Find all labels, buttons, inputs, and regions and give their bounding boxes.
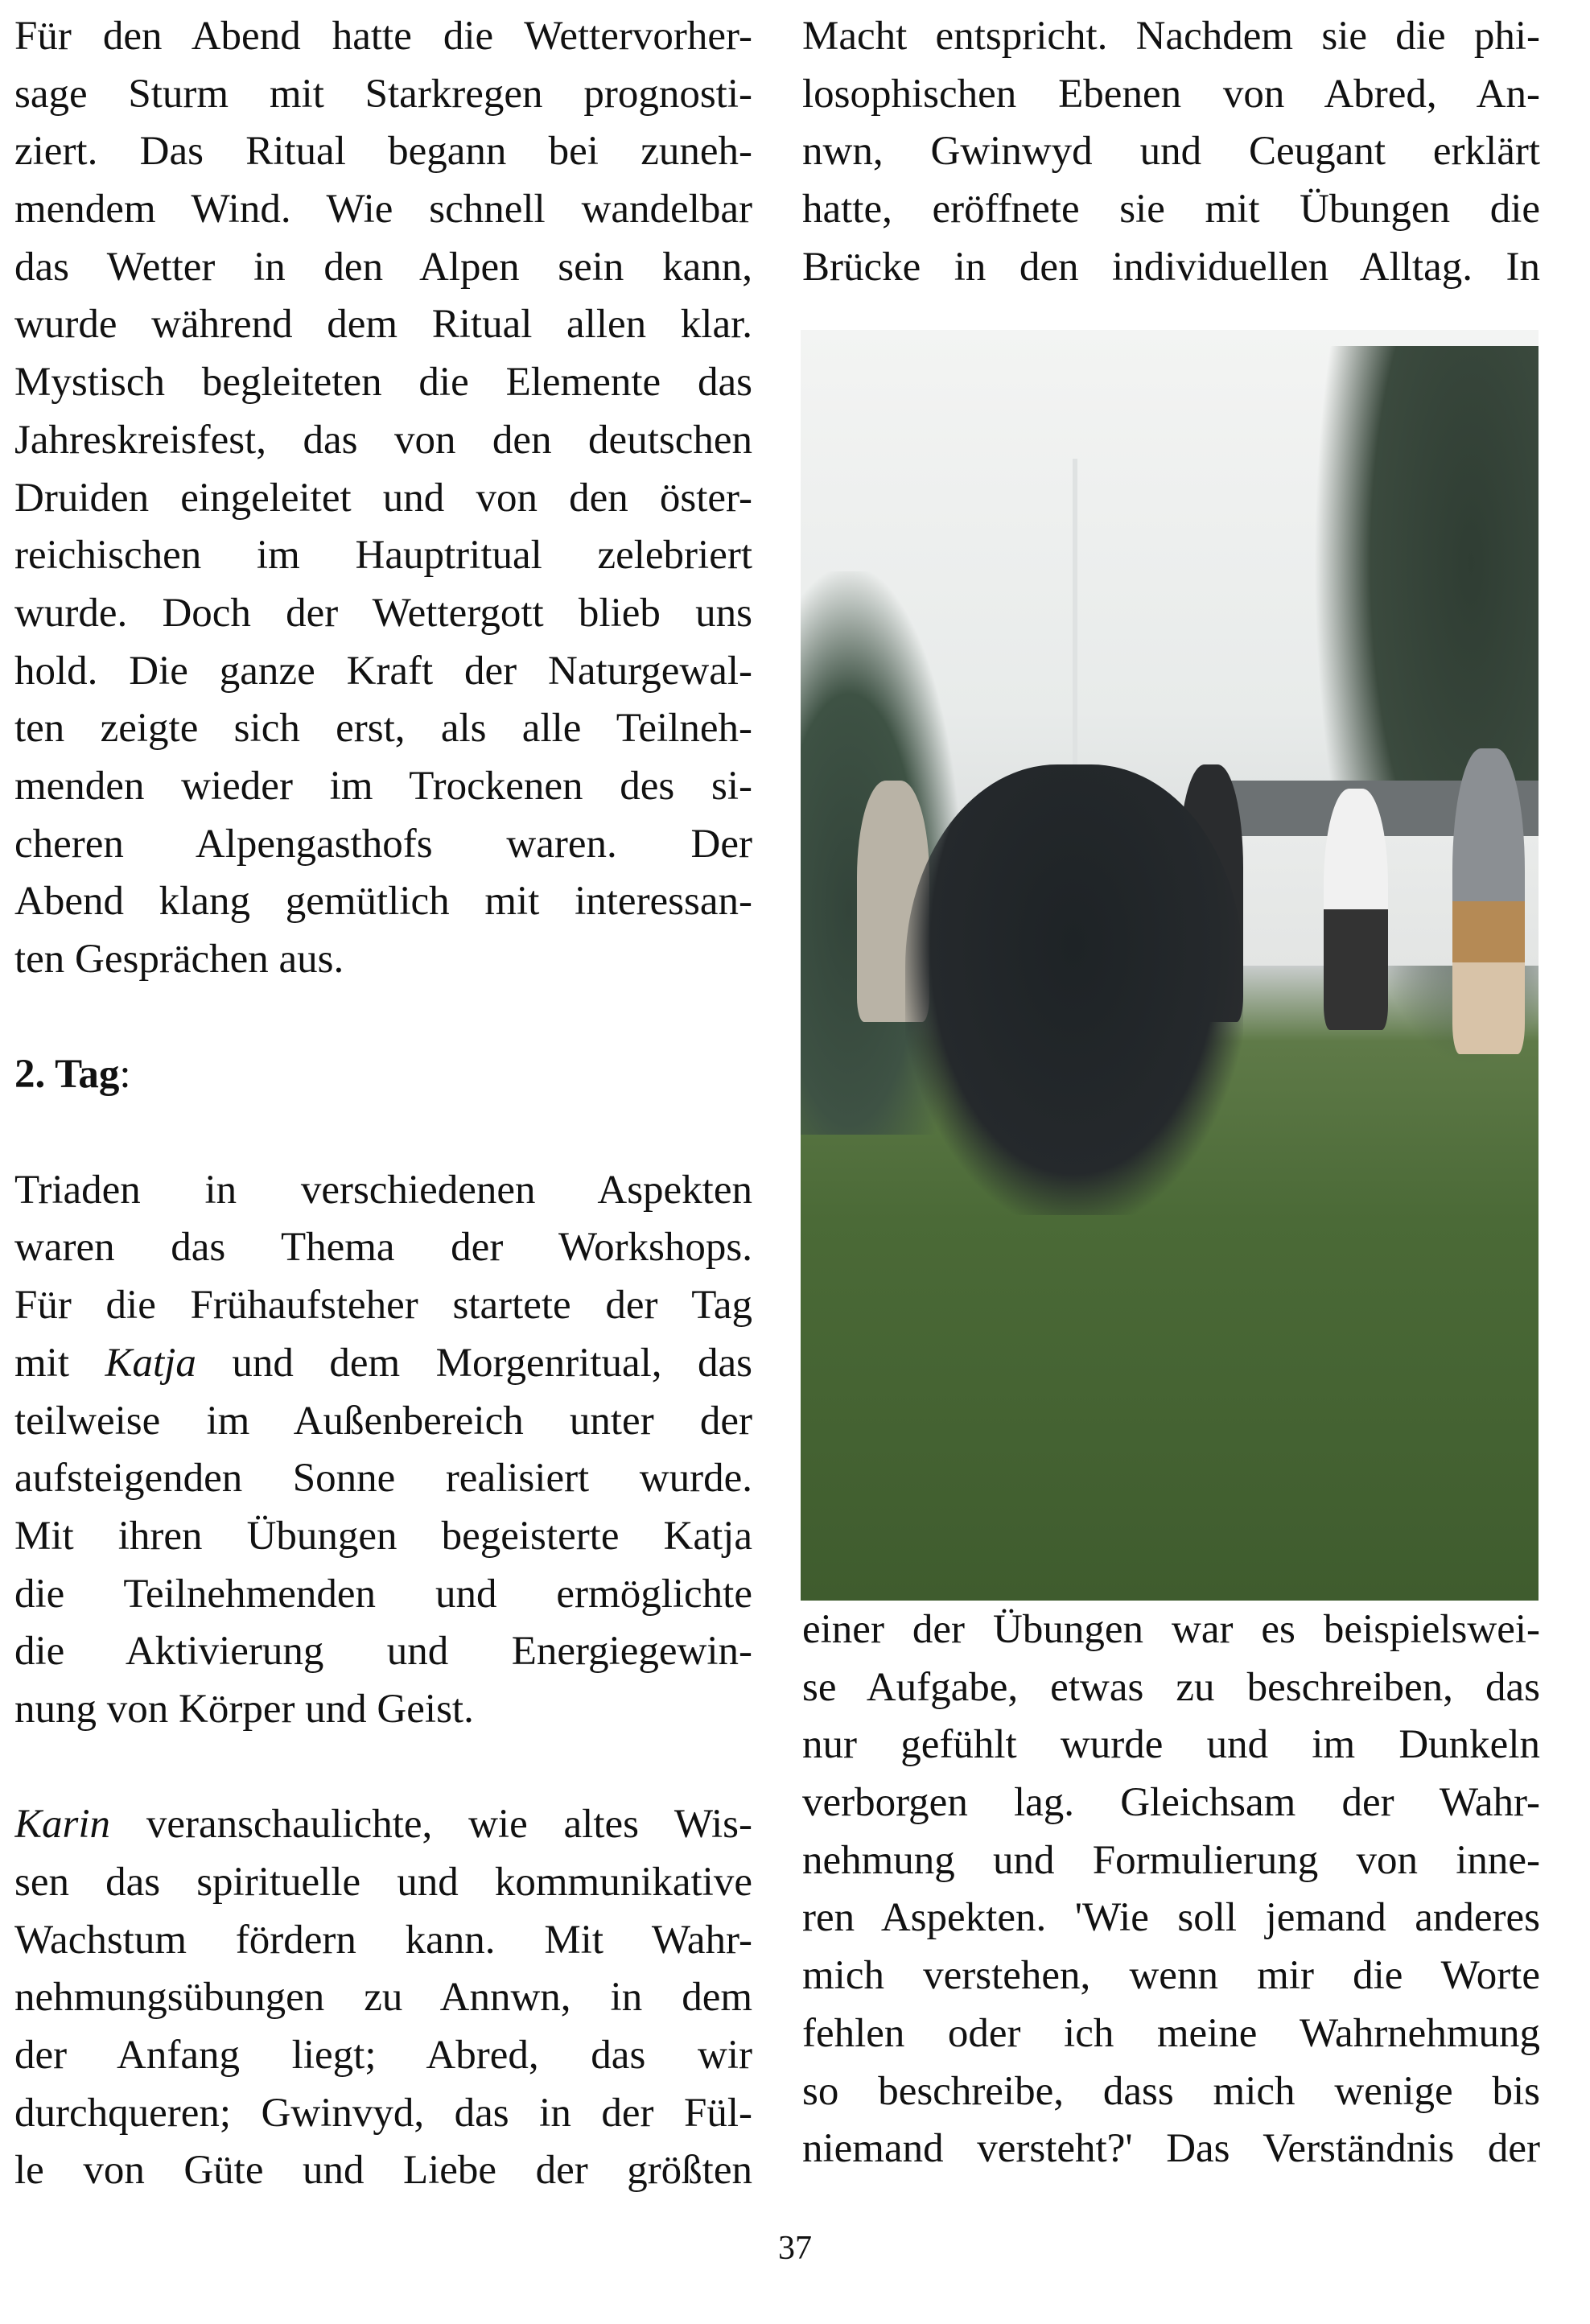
paragraph-gap	[14, 989, 752, 1047]
text-line	[802, 1601, 1540, 1659]
text-segment: das Wetter in den Alpen sein kann,	[14, 244, 752, 290]
text-segment: aufsteigenden Sonne realisiert wurde.	[14, 1456, 752, 1502]
text-segment: Druiden eingeleitet und von den öster-	[14, 475, 752, 521]
text-segment: mendem Wind. Wie schnell wandelbar	[14, 187, 752, 233]
text-segment: und dem Morgenritual, das	[196, 1340, 752, 1386]
text-segment: sage Sturm mit Starkregen prognosti-	[14, 71, 752, 117]
section-heading: 2. Tag	[14, 1052, 120, 1098]
italic-name: Katja	[105, 1340, 196, 1386]
text-line	[14, 2085, 752, 2143]
text-line	[14, 123, 752, 181]
paragraph-gap	[14, 1104, 752, 1162]
text-segment: so beschreibe, dass mich wenige bis	[802, 2068, 1540, 2114]
italic-name: Karin	[14, 1802, 111, 1848]
text-segment: Mystisch begleiteten die Elemente das	[14, 360, 752, 406]
text-segment: le von Güte und Liebe der größten	[14, 2148, 752, 2194]
text-line	[14, 296, 752, 354]
text-segment: hatte, eröffnete sie mit Übungen die	[802, 187, 1540, 233]
text-line	[14, 8, 752, 66]
text-segment: fehlen oder ich meine Wahrnehmung	[802, 2010, 1540, 2056]
text-line	[14, 643, 752, 701]
text-segment: cheren Alpengasthofs waren. Der	[14, 821, 752, 867]
text-segment: menden wieder im Trockenen des si-	[14, 763, 752, 809]
text-segment: Für den Abend hatte die Wettervorher-	[14, 14, 752, 59]
text-segment: :	[119, 1052, 131, 1098]
ritual-photo	[801, 330, 1539, 1601]
text-segment: Für die Frühaufsteher startete der Tag	[14, 1283, 752, 1329]
person-grey	[1452, 748, 1525, 1054]
text-segment: ziert. Das Ritual begann bei zuneh-	[14, 129, 752, 175]
text-line	[14, 931, 752, 989]
text-segment: ten Gesprächen aus.	[14, 937, 344, 982]
text-segment: nehmung und Formulierung von inne-	[802, 1837, 1540, 1883]
text-line	[14, 1796, 752, 1854]
text-line	[802, 1832, 1540, 1890]
text-segment: wurde. Doch der Wettergott blieb uns	[14, 590, 752, 636]
text-line	[802, 1716, 1540, 1774]
text-line	[802, 2063, 1540, 2121]
text-line	[802, 239, 1540, 297]
page-number: 37	[778, 2230, 812, 2267]
right-column-bottom	[802, 1601, 1540, 2178]
text-segment: Macht entspricht. Nachdem sie die phi-	[802, 14, 1540, 59]
text-segment: losophischen Ebenen von Abred, An-	[802, 71, 1540, 117]
dancing-figure	[905, 764, 1243, 1215]
text-line	[14, 527, 752, 585]
text-segment: Brücke in den individuellen Alltag. In	[802, 244, 1540, 290]
text-line	[802, 181, 1540, 239]
text-line	[14, 1508, 752, 1566]
text-line	[14, 2027, 752, 2085]
text-line	[14, 2142, 752, 2200]
text-line	[14, 66, 752, 124]
text-line	[14, 816, 752, 874]
text-line	[14, 1393, 752, 1451]
text-segment: nehmungsübungen zu Annwn, in dem	[14, 1975, 752, 2021]
text-line	[14, 1623, 752, 1681]
text-segment: verborgen lag. Gleichsam der Wahr-	[802, 1780, 1540, 1826]
text-segment: Triaden in verschiedenen Aspekten	[14, 1167, 752, 1213]
text-line	[14, 1450, 752, 1508]
text-line	[802, 1774, 1540, 1832]
text-segment: mit	[14, 1340, 105, 1386]
text-line	[14, 1566, 752, 1624]
text-line	[14, 700, 752, 758]
text-line	[14, 470, 752, 528]
text-line	[802, 8, 1540, 66]
text-segment: mich verstehen, wenn mir die Worte	[802, 1953, 1540, 1999]
text-segment: niemand versteht?' Das Verständnis der	[802, 2126, 1540, 2172]
text-segment: Mit ihren Übungen begeisterte Katja	[14, 1513, 752, 1559]
text-line	[14, 354, 752, 412]
text-segment: Wachstum fördern kann. Mit Wahr-	[14, 1917, 752, 1963]
text-line	[14, 1162, 752, 1220]
text-segment: der Anfang liegt; Abred, das wir	[14, 2033, 752, 2079]
text-segment: nwn, Gwinwyd und Ceugant erklärt	[802, 129, 1540, 175]
text-line	[14, 412, 752, 470]
text-segment: einer der Übungen war es beispielswei-	[802, 1607, 1540, 1652]
text-line	[14, 1969, 752, 2027]
text-line	[14, 1912, 752, 1970]
text-segment: sen das spirituelle und kommunikative	[14, 1860, 752, 1905]
text-segment: durchqueren; Gwinvyd, das in der Fül-	[14, 2090, 752, 2136]
text-segment: ten zeigte sich erst, als alle Teilneh-	[14, 706, 752, 752]
person-white	[1324, 789, 1388, 1030]
text-line	[14, 585, 752, 643]
text-line	[802, 2120, 1540, 2178]
text-segment: reichischen im Hauptritual zelebriert	[14, 533, 752, 579]
text-line	[14, 1854, 752, 1912]
text-segment: wurde während dem Ritual allen klar.	[14, 302, 752, 348]
text-segment: se Aufgabe, etwas zu beschreiben, das	[802, 1664, 1540, 1710]
text-line	[14, 758, 752, 816]
right-column-top	[802, 8, 1540, 296]
text-line	[14, 1046, 752, 1104]
left-column	[14, 8, 752, 2200]
text-line	[14, 1335, 752, 1393]
text-line	[14, 1219, 752, 1277]
text-segment: die Teilnehmenden und ermöglichte	[14, 1571, 752, 1617]
text-line	[802, 66, 1540, 124]
text-segment: hold. Die ganze Kraft der Naturgewal-	[14, 648, 752, 694]
text-line	[802, 1659, 1540, 1717]
text-line	[14, 1277, 752, 1335]
text-segment: veranschaulichte, wie altes Wis-	[110, 1802, 752, 1848]
text-line	[802, 123, 1540, 181]
text-segment: die Aktivierung und Energiegewin-	[14, 1629, 752, 1675]
text-segment: nur gefühlt wurde und im Dunkeln	[802, 1722, 1540, 1768]
paragraph-gap	[14, 1739, 752, 1797]
text-segment: teilweise im Außenbereich unter der	[14, 1398, 752, 1444]
text-line	[14, 181, 752, 239]
text-segment: waren das Thema der Workshops.	[14, 1225, 752, 1271]
text-line	[802, 1889, 1540, 1947]
text-line	[802, 1947, 1540, 2005]
text-segment: Jahreskreisfest, das von den deutschen	[14, 417, 752, 463]
text-line	[14, 873, 752, 931]
text-line	[802, 2005, 1540, 2063]
text-segment: nung von Körper und Geist.	[14, 1686, 474, 1732]
text-line	[14, 1681, 752, 1739]
text-segment: ren Aspekten. 'Wie soll jemand anderes	[802, 1895, 1540, 1941]
text-line	[14, 239, 752, 297]
text-segment: Abend klang gemütlich mit interessan-	[14, 879, 752, 925]
